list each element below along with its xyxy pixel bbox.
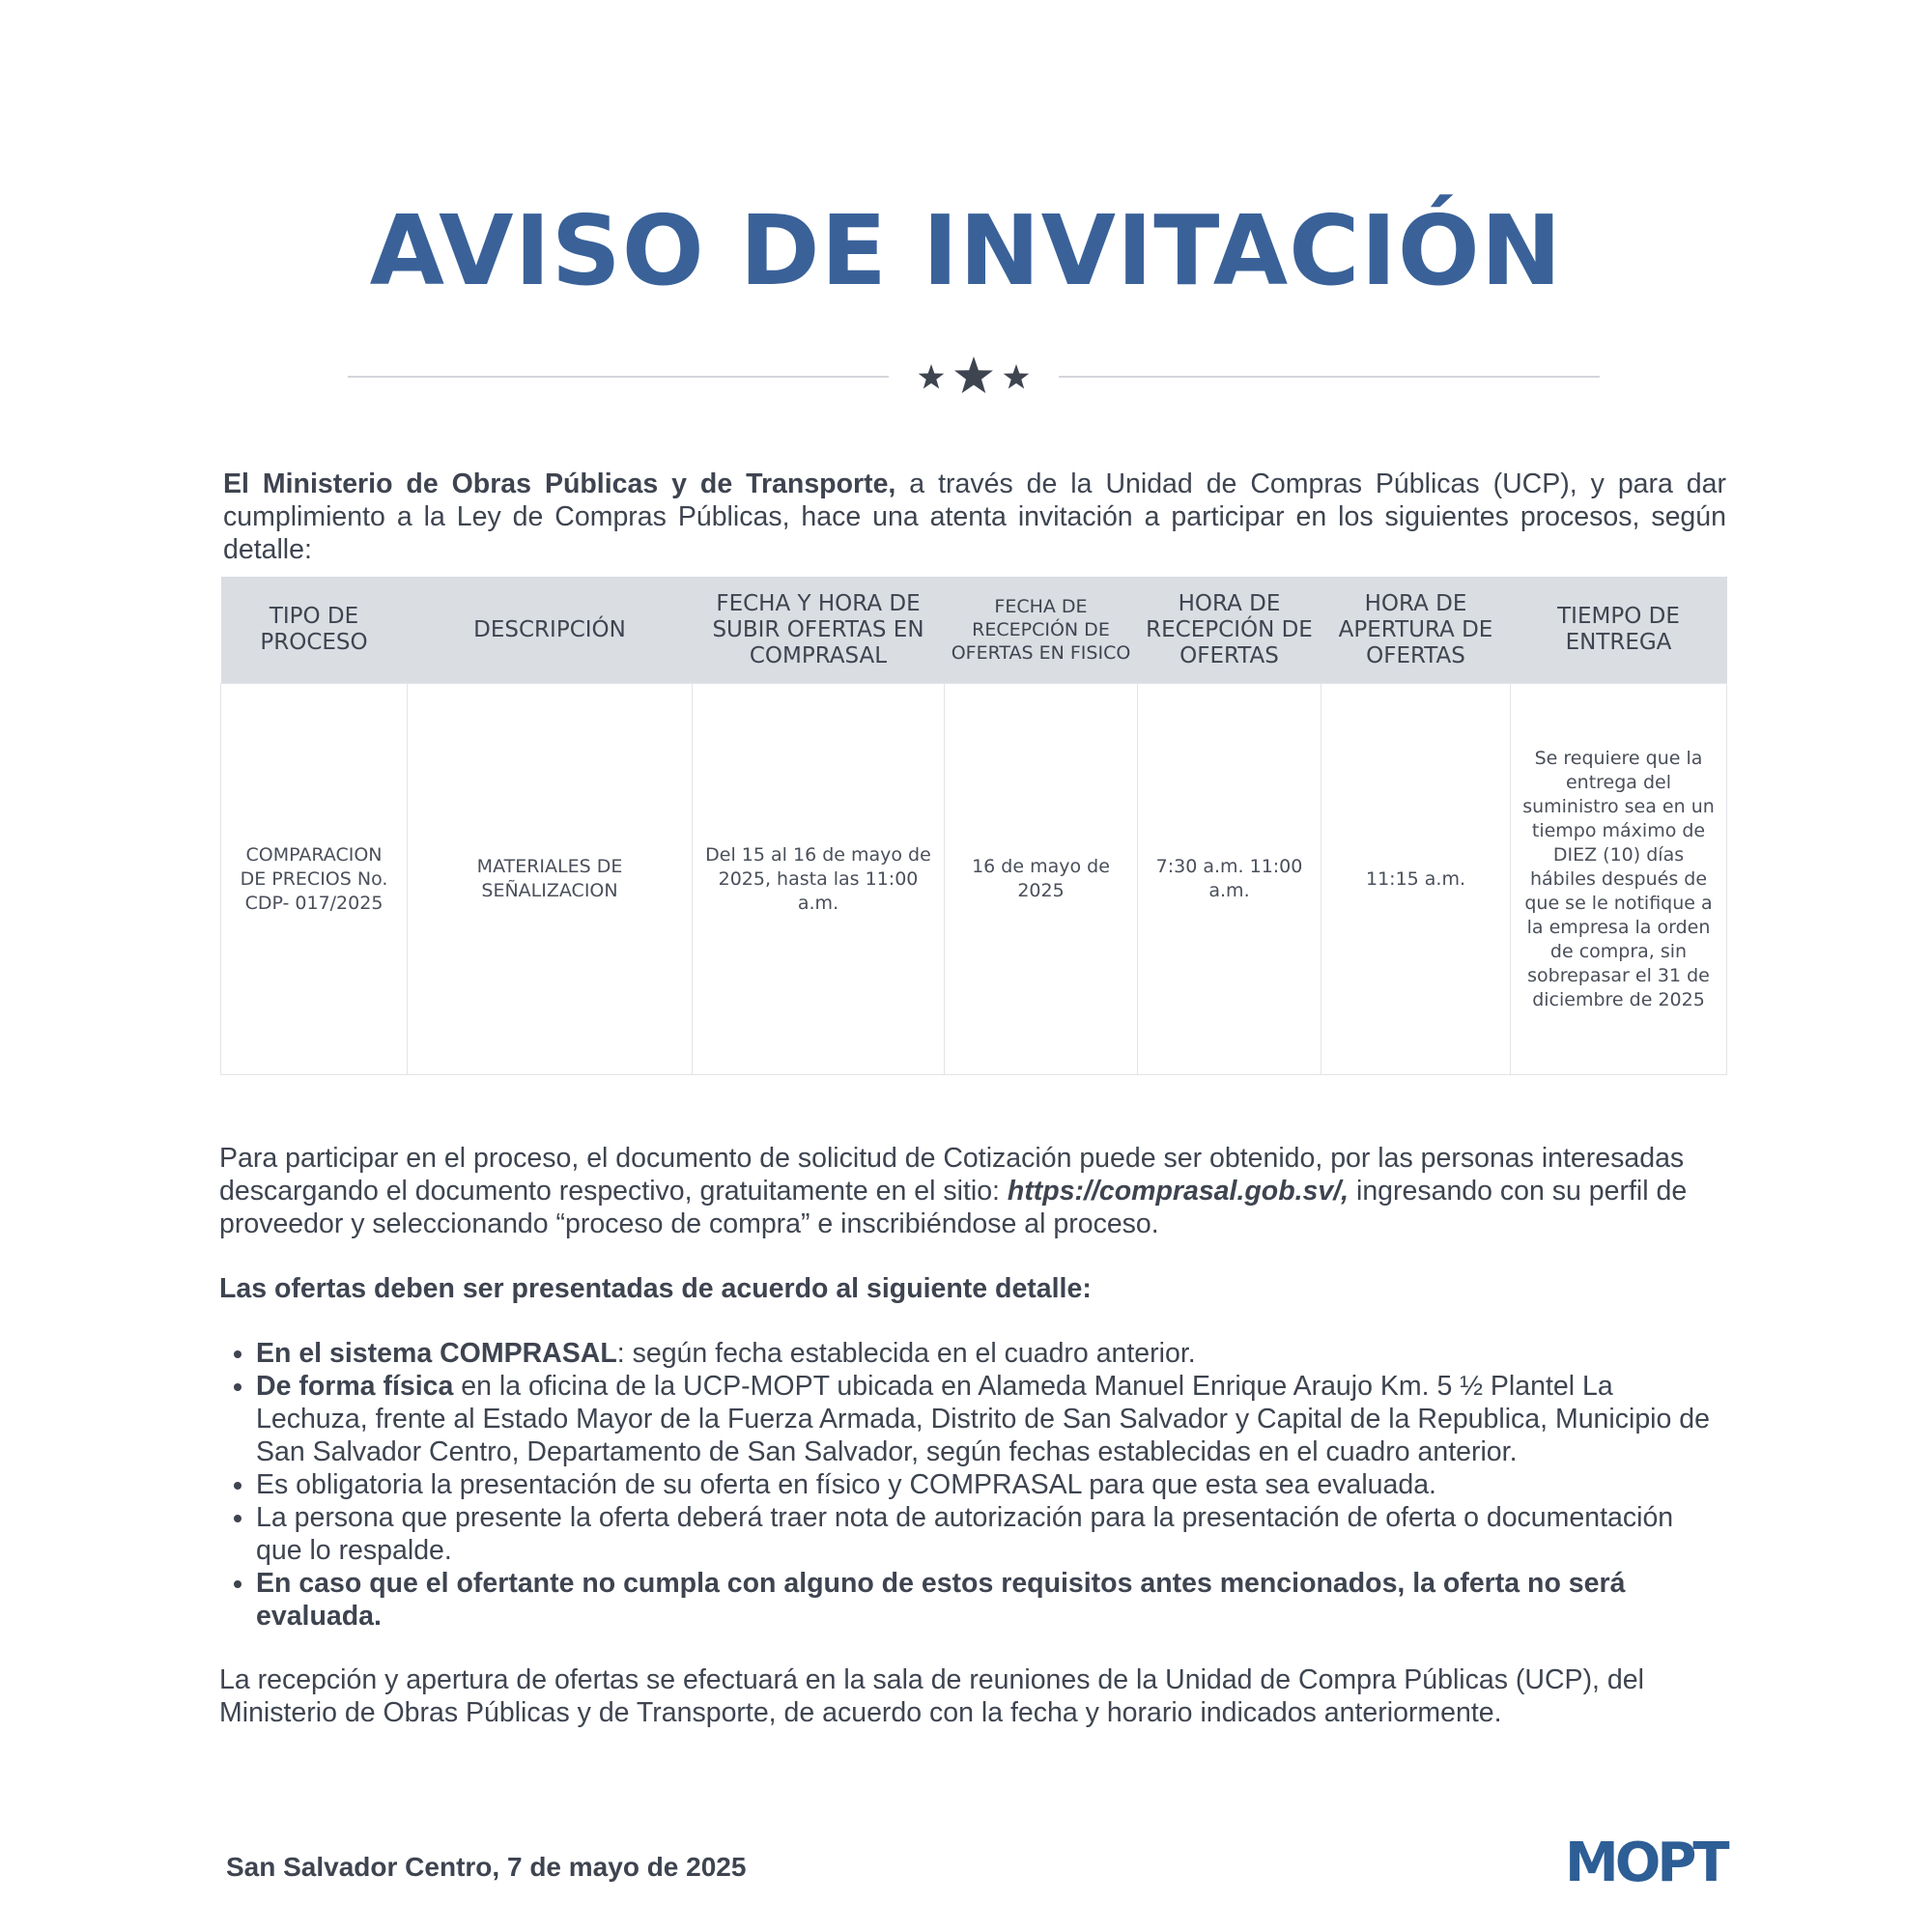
header-hora-apertura: HORA DE APERTURA DE OFERTAS [1321,577,1511,684]
list-item: • Es obligatoria la presentación de su oferta en físico y COMPRASAL para que esta sea evaluada. [256,1468,1726,1501]
cell-fecha-subir: Del 15 al 16 de mayo de 2025, hasta las 11:00 a.m. [693,684,945,1075]
divider-line-right [1059,376,1600,378]
intro-text: a través de la Unidad de Compras Públicas (UCP), y para dar cumplimiento a la Ley de Compras Públicas, hace una atenta invitación a participar en los siguientes procesos, según detalle: [223,468,1726,565]
cell-hora-recepcion: 7:30 a.m. 11:00 a.m. [1138,684,1321,1075]
bullet-2-text: en la oficina de la UCP-MOPT ubicada en Alameda Manuel Enrique Araujo Km. 5 ½ Plantel La Lechuza, frente al Estado Mayor de la Fuerza Armada, Distrito de San Salvador y Capital de la Republica, Municipio de San Salvador Centro, Departamento de San Salvador, según fechas establecidas en el cuadro anterior. [256,1371,1710,1467]
intro-org-name: El Ministerio de Obras Públicas y de Transporte, [223,468,896,499]
header-tiempo-entrega: TIEMPO DE ENTREGA [1511,577,1727,684]
header-tipo: TIPO DE PROCESO [221,577,408,684]
list-item [256,1370,1726,1468]
participation-paragraph [219,1142,1726,1240]
header-fecha-fisico: FECHA DE RECEPCIÓN DE OFERTAS EN FISICO [945,577,1138,684]
divider-line-left [348,376,889,378]
cell-hora-apertura: 11:15 a.m. [1321,684,1511,1075]
three-stars-icon [906,353,1041,401]
reception-paragraph: La recepción y apertura de ofertas se efectuará en la sala de reuniones de la Unidad de Compra Públicas (UCP), del Ministerio de Obras Públicas y de Transporte, de acuerdo con la fecha y horario indicados anteriormente. [219,1664,1644,1728]
table-header-row [221,577,1727,684]
intro-paragraph [223,468,1726,566]
footer-date: San Salvador Centro, 7 de mayo de 2025 [226,1852,747,1882]
list-item [256,1337,1726,1370]
cell-descripcion: MATERIALES DE SEÑALIZACION [408,684,693,1075]
offers-heading: Las ofertas deben ser presentadas de acuerdo al siguiente detalle: [219,1273,1092,1304]
table-row [221,684,1727,1075]
cell-tiempo-entrega: Se requiere que la entrega del suministro sea en un tiempo máximo de DIEZ (10) días hábiles después de que se le notifique a la empresa la orden de compra, sin sobrepasar el 31 de diciembre de 2025 [1511,684,1727,1075]
participation-text-after: ingresando con su perfil de proveedor y seleccionando “proceso de compra” e inscribiéndose al proceso. [219,1176,1688,1239]
procesos-table [220,577,1727,1075]
page-title: AVISO DE INVITACIÓN [369,194,1563,307]
header-descripcion: DESCRIPCIÓN [408,577,693,684]
cell-tipo: COMPARACION DE PRECIOS No. CDP- 017/2025 [221,684,408,1075]
bullet-1-bold: En el sistema COMPRASAL [256,1338,617,1369]
bullet-2-bold: De forma física [256,1371,454,1402]
header-fecha-subir: FECHA Y HORA DE SUBIR OFERTAS EN COMPRASAL [693,577,945,684]
title-divider [348,353,1600,401]
cell-fecha-fisico: 16 de mayo de 2025 [945,684,1138,1075]
comprasal-link[interactable]: https://comprasal.gob.sv/, [1007,1176,1350,1207]
mopt-logo: MOPT [1565,1832,1726,1894]
list-item: • En caso que el ofertante no cumpla con alguno de estos requisitos antes mencionados, la oferta no será evaluada. [256,1567,1726,1633]
participation-text-before: Para participar en el proceso, el documento de solicitud de Cotización puede ser obtenido, por las personas interesadas descargando el documento respectivo, gratuitamente en el sitio: [219,1143,1685,1207]
header-hora-recepcion: HORA DE RECEPCIÓN DE OFERTAS [1138,577,1321,684]
requirements-list [219,1337,1726,1633]
bullet-1-text: : según fecha establecida en el cuadro anterior. [616,1338,1196,1369]
list-item: • La persona que presente la oferta deberá traer nota de autorización para la presentación de oferta o documentación que lo respalde. [256,1501,1726,1567]
